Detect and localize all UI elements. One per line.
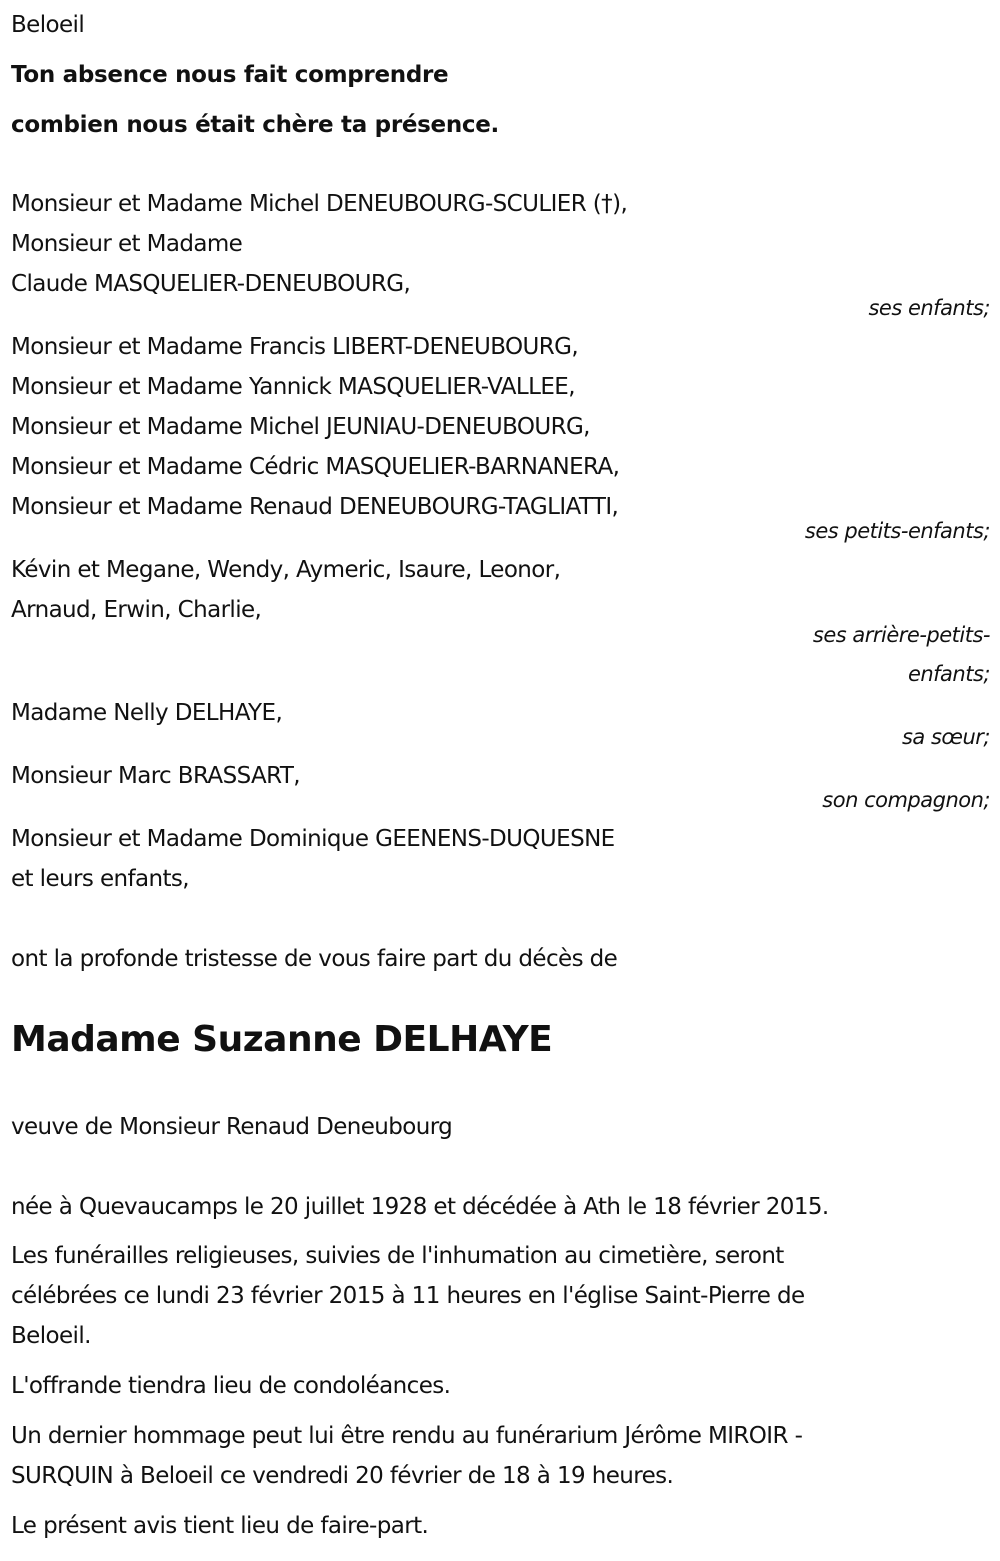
announcement-intro: ont la profonde tristesse de vous faire part du décès de (11, 946, 618, 972)
widow-of-line: veuve de Monsieur Renaud Deneubourg (11, 1114, 453, 1140)
family-great-grandchildren-line: Kévin et Megane, Wendy, Aymeric, Isaure, Leonor, (11, 557, 561, 583)
family-grandchildren-line: Monsieur et Madame Michel JEUNIAU-DENEUBOURG, (11, 414, 590, 440)
family-great-grandchildren-line: Arnaud, Erwin, Charlie, (11, 597, 262, 623)
family-sister-line: Madame Nelly DELHAYE, (11, 700, 283, 726)
deceased-name: Madame Suzanne DELHAYE (11, 1019, 553, 1060)
funeral-details-line: célébrées ce lundi 23 février 2015 à 11 heures en l'église Saint-Pierre de (11, 1283, 805, 1309)
role-companion: son compagnon; (822, 788, 990, 812)
family-others-line: Monsieur et Madame Dominique GEENENS-DUQUESNE (11, 826, 615, 852)
role-children: ses enfants; (868, 296, 990, 320)
closing-line: Le présent avis tient lieu de faire-part. (11, 1513, 429, 1539)
family-others-line: et leurs enfants, (11, 866, 189, 892)
offering-line: L'offrande tiendra lieu de condoléances. (11, 1373, 451, 1399)
family-children-line: Monsieur et Madame Michel DENEUBOURG-SCULIER (†), (11, 191, 628, 217)
role-grandchildren: ses petits-enfants; (804, 519, 990, 543)
family-children-line: Claude MASQUELIER-DENEUBOURG, (11, 271, 411, 297)
motto-line-1: Ton absence nous fait comprendre (11, 62, 449, 88)
family-companion-line: Monsieur Marc BRASSART, (11, 763, 300, 789)
role-great-grandchildren-cont: enfants; (907, 662, 990, 686)
family-children-line: Monsieur et Madame (11, 231, 243, 257)
family-grandchildren-line: Monsieur et Madame Yannick MASQUELIER-VALLEE, (11, 374, 575, 400)
tribute-line: Un dernier hommage peut lui être rendu au funérarium Jérôme MIROIR - (11, 1423, 803, 1449)
funeral-details-line: Beloeil. (11, 1323, 91, 1349)
tribute-line: SURQUIN à Beloeil ce vendredi 20 février de 18 à 19 heures. (11, 1463, 674, 1489)
role-great-grandchildren: ses arrière-petits- (812, 623, 990, 647)
family-grandchildren-line: Monsieur et Madame Renaud DENEUBOURG-TAGLIATTI, (11, 494, 619, 520)
funeral-details-line: Les funérailles religieuses, suivies de l'inhumation au cimetière, seront (11, 1243, 784, 1269)
motto-line-2: combien nous était chère ta présence. (11, 112, 499, 138)
family-grandchildren-line: Monsieur et Madame Cédric MASQUELIER-BARNANERA, (11, 454, 620, 480)
role-sister: sa sœur; (901, 725, 990, 749)
location-heading: Beloeil (11, 12, 85, 38)
birth-death-line: née à Quevaucamps le 20 juillet 1928 et décédée à Ath le 18 février 2015. (11, 1194, 829, 1220)
family-grandchildren-line: Monsieur et Madame Francis LIBERT-DENEUBOURG, (11, 334, 579, 360)
